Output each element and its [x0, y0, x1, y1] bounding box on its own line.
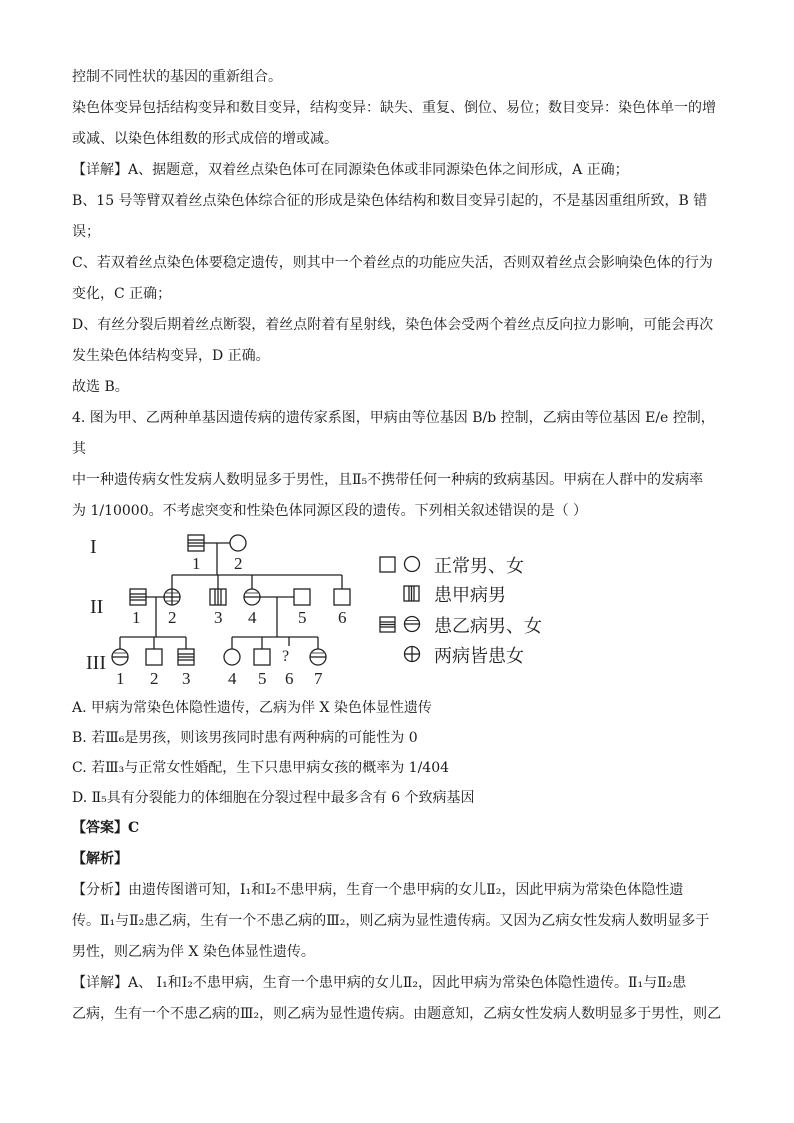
- question-line: 为 1/10000。不考虑突变和性染色体同源区段的遗传。下列相关叙述错误的是（ ）: [72, 503, 588, 519]
- svg-text:4: 4: [228, 669, 237, 688]
- text-line: D、有丝分裂后期着丝点断裂，着丝点附着有星射线，染色体会受两个着丝点反向拉力影响，可能会再次: [72, 317, 714, 333]
- svg-text:6: 6: [338, 608, 347, 627]
- svg-text:2: 2: [234, 554, 243, 573]
- text-line: 故选 B。: [72, 379, 129, 395]
- legend-both-label: 两病皆患女: [434, 646, 524, 666]
- analysis-title: 【解析】: [72, 851, 128, 867]
- legend-disease-b-label: 患乙病男、女: [434, 616, 542, 636]
- question-line: 中一种遗传病女性发病人数明显多于男性，且Ⅱ₅不携带任何一种病的致病基因。甲病在人群中的发病率: [72, 472, 704, 488]
- svg-text:3: 3: [182, 669, 191, 688]
- svg-text:2: 2: [150, 669, 159, 688]
- legend-disease-a-label: 患甲病男: [434, 585, 506, 605]
- svg-text:5: 5: [298, 608, 307, 627]
- analysis-line: 乙病，生有一个不患乙病的Ⅲ₂，则乙病为显性遗传病。由题意知，乙病女性发病人数明显多于男性，则乙: [72, 1006, 722, 1022]
- analysis-line: 【分析】由遗传图谱可知，Ⅰ₁和Ⅰ₂不患甲病，生育一个患甲病的女儿Ⅱ₂，因此甲病为常染色体隐性遗: [72, 882, 684, 898]
- text-line: 染色体变异包括结构变异和数目变异，结构变异：缺失、重复、倒位、易位；数目变异：染色体单一的增: [72, 100, 716, 116]
- answer-label: 【答案】C: [72, 820, 140, 836]
- II5-male-normal-symbol: [294, 589, 310, 605]
- option-b: B. 若Ⅲ₆是男孩，则该男孩同时患有两种病的可能性为 0: [72, 730, 418, 746]
- I2-female-normal-symbol: [230, 535, 246, 551]
- gen-label-III: III: [86, 652, 106, 674]
- svg-text:1: 1: [116, 669, 125, 688]
- svg-text:7: 7: [314, 669, 323, 688]
- svg-text:5: 5: [258, 669, 267, 688]
- text-line: 发生染色体结构变异，D 正确。: [72, 348, 270, 364]
- text-line: 变化，C 正确；: [72, 286, 172, 302]
- text-line: C、若双着丝点染色体要稳定遗传，则其中一个着丝点的功能应失活，否则双着丝点会影响染色体的行为: [72, 255, 713, 271]
- analysis-line: 男性，则乙病为伴 X 染色体显性遗传。: [72, 944, 315, 960]
- option-d: D. Ⅱ₅具有分裂能力的体细胞在分裂过程中最多含有 6 个致病基因: [72, 790, 475, 806]
- legend-normal-female-icon: [405, 557, 420, 572]
- text-line: 或减、以染色体组数的形式成倍的增或减。: [72, 131, 338, 147]
- svg-text:6: 6: [285, 669, 294, 688]
- legend-normal-male-icon: [380, 557, 395, 572]
- text-line: 控制不同性状的基因的重新组合。: [72, 69, 282, 85]
- svg-text:4: 4: [248, 608, 257, 627]
- III5-male-normal-symbol: [254, 649, 270, 665]
- text-line: B、15 号等臂双着丝点染色体综合征的形成是染色体结构和数目变异引起的，不是基因重组所致，B 错: [72, 193, 708, 209]
- analysis-line: 传。Ⅱ₁与Ⅱ₂患乙病，生有一个不患乙病的Ⅲ₂，则乙病为显性遗传病。又因为乙病女性发病人数明显多于: [72, 913, 710, 929]
- gen-label-I: I: [90, 536, 97, 558]
- III6-unknown-mark: ?: [282, 648, 290, 665]
- option-c: C. 若Ⅲ₃与正常女性婚配，生下只患甲病女孩的概率为 1/404: [72, 760, 450, 776]
- II6-male-normal-symbol: [334, 589, 350, 605]
- text-line: 【详解】A、据题意，双着丝点染色体可在同源染色体或非同源染色体之间形成，A 正确；: [72, 162, 629, 178]
- gen-label-II: II: [90, 596, 104, 618]
- III2-male-normal-symbol: [146, 649, 162, 665]
- option-a: A. 甲病为常染色体隐性遗传，乙病为伴 X 染色体显性遗传: [72, 700, 432, 716]
- text-line: 误；: [72, 224, 100, 240]
- document-page: [72, 62, 724, 1030]
- svg-text:2: 2: [168, 608, 177, 627]
- pedigree-chart: [82, 531, 562, 691]
- svg-text:1: 1: [132, 608, 141, 627]
- question-line: 4. 图为甲、乙两种单基因遗传病的遗传家系图，甲病由等位基因 B/b 控制，乙病由等位基因 E/e 控制，其: [72, 410, 715, 457]
- svg-text:1: 1: [192, 554, 201, 573]
- III4-female-normal-symbol: [224, 649, 240, 665]
- analysis-line: 【详解】A、 Ⅰ₁和Ⅰ₂不患甲病，生育一个患甲病的女儿Ⅱ₂，因此甲病为常染色体隐性遗传。Ⅱ₁与Ⅱ₂患: [72, 975, 687, 991]
- legend-normal-label: 正常男、女: [434, 556, 524, 576]
- svg-text:3: 3: [214, 608, 223, 627]
